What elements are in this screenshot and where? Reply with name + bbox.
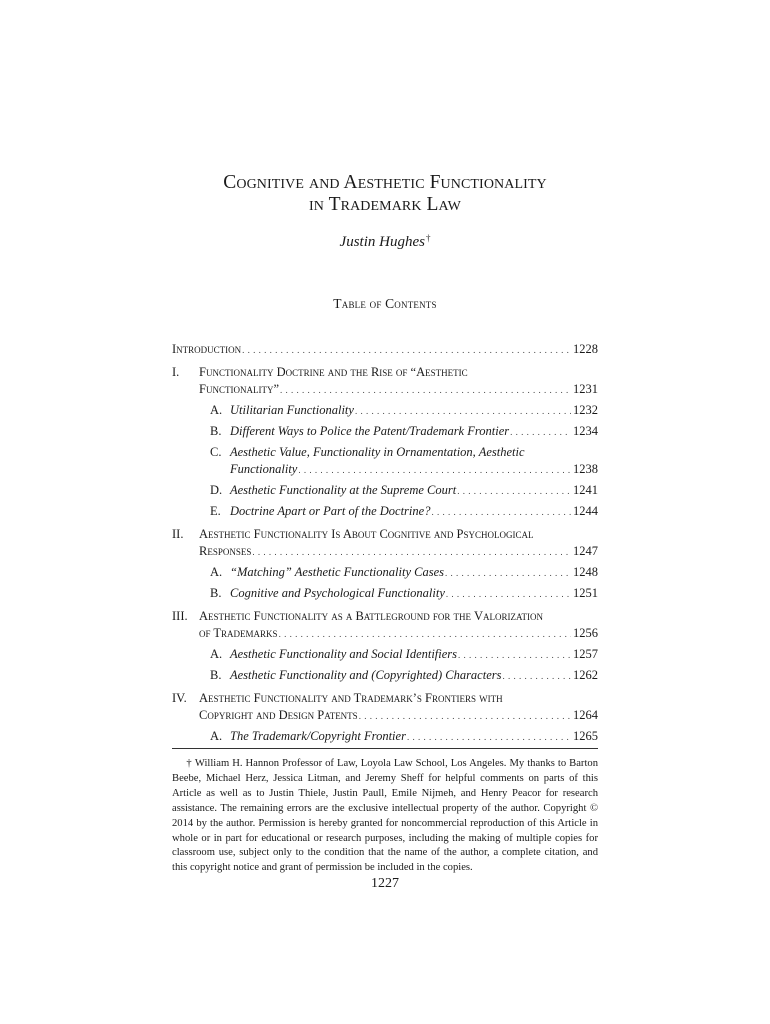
toc-page-number: 1232 — [573, 403, 598, 417]
document-page — [172, 0, 598, 1024]
toc-page-number: 1257 — [573, 647, 598, 661]
article-title-line-1: Cognitive and Aesthetic Functionality — [223, 172, 547, 193]
author-footnote-mark: † — [425, 233, 431, 243]
toc-part-number: IV. — [172, 691, 187, 705]
toc-page-number: 1262 — [573, 668, 598, 682]
table-of-contents — [172, 341, 598, 745]
toc-sub-number: A. — [210, 565, 223, 579]
toc-entry-label-cont: of Trademarks — [199, 626, 278, 640]
toc-page-number: 1231 — [573, 382, 598, 396]
toc-entry-part-3-b — [172, 667, 598, 684]
article-title-line-2: in Trademark Law — [309, 194, 461, 215]
toc-sub-number: B. — [210, 586, 222, 600]
toc-entry-part-2-b — [172, 585, 598, 602]
toc-sub-number: A. — [210, 403, 223, 417]
dot-leader — [458, 647, 571, 664]
toc-entry-label: Aesthetic Functionality and Social Identifiers — [230, 647, 458, 661]
toc-entry-part-2-a — [172, 564, 598, 581]
toc-entry-label-cont: Responses — [199, 544, 252, 558]
toc-entry-label: Aesthetic Value, Functionality in Ornamentation, Aesthetic — [230, 445, 525, 459]
toc-entry-introduction — [172, 341, 598, 358]
toc-entry-label: Aesthetic Functionality as a Battleground for the Valorization — [199, 609, 543, 623]
toc-page-number: 1241 — [573, 483, 598, 497]
author-name: Justin Hughes — [339, 234, 425, 250]
toc-entry-part-1-d — [172, 482, 598, 499]
toc-entry-label: Aesthetic Functionality Is About Cognitive and Psychological — [199, 527, 534, 541]
toc-entry-label-cont: Functionality — [230, 462, 298, 476]
toc-part-number: II. — [172, 527, 184, 541]
footnote-mark: † — [186, 758, 193, 769]
footnote-divider — [172, 748, 598, 749]
dot-leader — [279, 626, 571, 643]
dot-leader — [280, 382, 571, 399]
dot-leader — [242, 342, 571, 359]
dot-leader — [407, 729, 571, 746]
toc-sub-number: A. — [210, 647, 223, 661]
article-title — [152, 172, 618, 216]
toc-page-number: 1228 — [573, 342, 598, 356]
author-line — [172, 233, 598, 251]
toc-entry-part-1-c — [172, 444, 598, 478]
toc-page-number: 1247 — [573, 544, 598, 558]
toc-part-number: I. — [172, 365, 180, 379]
toc-entry-part-1 — [172, 364, 598, 398]
toc-entry-label: Aesthetic Functionality and (Copyrighted) Characters — [230, 668, 502, 682]
dot-leader — [431, 504, 571, 521]
toc-page-number: 1238 — [573, 462, 598, 476]
toc-page-number: 1234 — [573, 424, 598, 438]
footnote-text: William H. Hannon Professor of Law, Loyola Law School, Los Angeles. My thanks to Barton Beebe, Michael Herz, Jessica Litman, and Jeremy Sheff for helpful comments on parts of this Article as well as to Justin Thiele, Justin Paull, Emile Nijmeh, and Henry Peacor for research assistance. The remaining errors are the exclusive intellectual property of the author. Copyright © 2014 by the author. Permission is hereby granted for noncommercial reproduction of this Article in whole or in part for educational or research purposes, including the making of multiple copies for classroom use, subject only to the condition that the name of the author, a complete citation, and this copyright notice and grant of permission be included in the copies. — [172, 758, 598, 874]
footnote — [172, 757, 598, 876]
toc-page-number: 1264 — [573, 708, 598, 722]
page-number: 1227 — [371, 876, 399, 891]
dot-leader — [355, 403, 571, 420]
dot-leader — [510, 424, 571, 441]
toc-part-number: III. — [172, 609, 188, 623]
toc-entry-label-cont: Copyright and Design Patents — [199, 708, 358, 722]
toc-entry-part-1-b — [172, 423, 598, 440]
toc-entry-label: Introduction — [172, 342, 242, 356]
toc-entry-part-4 — [172, 690, 598, 724]
toc-page-number: 1248 — [573, 565, 598, 579]
toc-page-number: 1256 — [573, 626, 598, 640]
toc-page-number: 1251 — [573, 586, 598, 600]
toc-sub-number: C. — [210, 445, 222, 459]
toc-sub-number: E. — [210, 504, 221, 518]
dot-leader — [298, 462, 571, 479]
toc-entry-label: The Trademark/Copyright Frontier — [230, 729, 406, 743]
dot-leader — [445, 565, 571, 582]
toc-entry-part-1-e — [172, 503, 598, 520]
toc-entry-part-1-a — [172, 402, 598, 419]
dot-leader — [252, 544, 571, 561]
toc-entry-label: Utilitarian Functionality — [230, 403, 354, 417]
toc-entry-label: Aesthetic Functionality at the Supreme Court — [230, 483, 457, 497]
dot-leader — [359, 708, 571, 725]
toc-entry-part-4-a — [172, 728, 598, 745]
toc-sub-number: B. — [210, 424, 222, 438]
toc-sub-number: B. — [210, 668, 222, 682]
toc-entry-part-3 — [172, 608, 598, 642]
dot-leader — [457, 483, 571, 500]
toc-entry-label: Doctrine Apart or Part of the Doctrine? — [230, 504, 431, 518]
toc-sub-number: A. — [210, 729, 223, 743]
toc-entry-label: Different Ways to Police the Patent/Trademark Frontier — [230, 424, 510, 438]
toc-entry-part-3-a — [172, 646, 598, 663]
toc-entry-label: “Matching” Aesthetic Functionality Cases — [230, 565, 444, 579]
toc-entry-part-2 — [172, 526, 598, 560]
dot-leader — [502, 668, 571, 685]
toc-entry-label-cont: Functionality” — [199, 382, 279, 396]
toc-entry-label: Aesthetic Functionality and Trademark’s Frontiers with — [199, 691, 503, 705]
toc-entry-label: Cognitive and Psychological Functionality — [230, 586, 445, 600]
toc-entry-label: Functionality Doctrine and the Rise of “Aesthetic — [199, 365, 468, 379]
toc-heading: Table of Contents — [333, 296, 437, 311]
toc-page-number: 1244 — [573, 504, 598, 518]
dot-leader — [446, 586, 571, 603]
toc-page-number: 1265 — [573, 729, 598, 743]
toc-sub-number: D. — [210, 483, 223, 497]
